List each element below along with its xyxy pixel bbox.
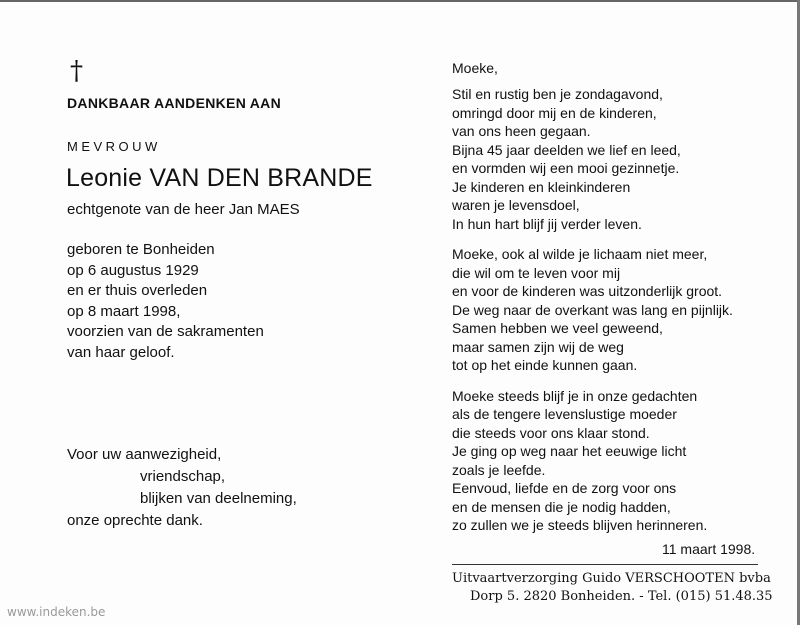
- life-line: geboren te Bonheiden: [67, 241, 215, 258]
- life-line: op 6 augustus 1929: [67, 261, 199, 279]
- thanks-line: onze oprechte dank.: [67, 512, 203, 529]
- poem-stanza: [452, 85, 733, 233]
- poem-stanza: [452, 387, 733, 535]
- poem-line: Eenvoud, liefde en de zorg voor ons: [452, 480, 677, 496]
- poem-line: en de mensen die je nodig hadden,: [452, 498, 671, 515]
- poem-line: maar samen zijn wij de weg: [452, 338, 624, 355]
- poem-line: In hun hart blijf jij verder leven.: [452, 215, 642, 232]
- poem-line: die steeds voor ons klaar stond.: [452, 424, 650, 441]
- poem-line: Bijna 45 jaar deelden we lief en leed,: [452, 141, 681, 158]
- poem-line: Je kinderen en kleinkinderen: [452, 178, 631, 195]
- cross-icon: †: [70, 56, 83, 86]
- poem-stanza: [452, 245, 733, 375]
- poem-line: Samen hebben we veel geweend,: [452, 320, 663, 336]
- poem-line: Moeke, ook al wilde je lichaam niet meer,: [452, 246, 708, 262]
- funeral-director-name: Uitvaartverzorging Guido VERSCHOOTEN bvba: [452, 571, 771, 586]
- honorific-title: MEVROUW: [67, 139, 161, 154]
- poem-line: waren je levensdoel,: [452, 197, 580, 213]
- poem-greeting: Moeke,: [452, 60, 498, 76]
- poem-line: omringd door mij en de kinderen,: [452, 104, 657, 121]
- poem-line: Je ging op weg naar het eeuwige licht: [452, 443, 687, 459]
- thanks-block: [67, 444, 297, 532]
- poem-line: De weg naar de overkant was lang en pijnlijk.: [452, 301, 733, 318]
- poem-line: en voor de kinderen was uitzonderlijk groot.: [452, 283, 723, 299]
- life-line: op 8 maart 1998,: [67, 302, 181, 320]
- card-top-edge: [0, 0, 800, 2]
- poem: [452, 60, 733, 547]
- deceased-name: Leonie VAN DEN BRANDE: [66, 164, 373, 192]
- life-line: van haar geloof.: [67, 343, 175, 361]
- footer-divider: [452, 564, 758, 565]
- poem-line: van ons heen gegaan.: [452, 123, 591, 139]
- poem-line: zo zullen we je steeds blijven herinneren.: [452, 517, 708, 533]
- poem-line: die wil om te leven voor mij: [452, 264, 621, 281]
- life-line: voorzien van de sakramenten: [67, 323, 264, 340]
- poem-line: zoals je leefde.: [452, 461, 546, 478]
- life-details: [67, 240, 264, 363]
- poem-line: als de tengere levenslustige moeder: [452, 406, 677, 422]
- poem-line: Stil en rustig ben je zondagavond,: [452, 86, 663, 102]
- poem-line: tot op het einde kunnen gaan.: [452, 357, 638, 373]
- thanks-line: vriendschap,: [140, 468, 226, 485]
- intro-heading: DANKBAAR AANDENKEN AAN: [67, 95, 282, 111]
- poem-line: Moeke steeds blijf je in onze gedachten: [452, 387, 698, 404]
- spouse-line: echtgenote van de heer Jan MAES: [67, 201, 300, 218]
- thanks-line: Voor uw aanwezigheid,: [67, 446, 222, 463]
- funeral-director-address: Dorp 5. 2820 Bonheiden. - Tel. (015) 51.48.35: [470, 589, 773, 604]
- life-line: en er thuis overleden: [67, 282, 208, 299]
- card-date: 11 maart 1998.: [662, 541, 756, 557]
- thanks-line: blijken van deelneming,: [140, 490, 297, 507]
- site-watermark: www.indeken.be: [7, 605, 106, 619]
- poem-line: en vormden wij een mooi gezinnetje.: [452, 160, 680, 176]
